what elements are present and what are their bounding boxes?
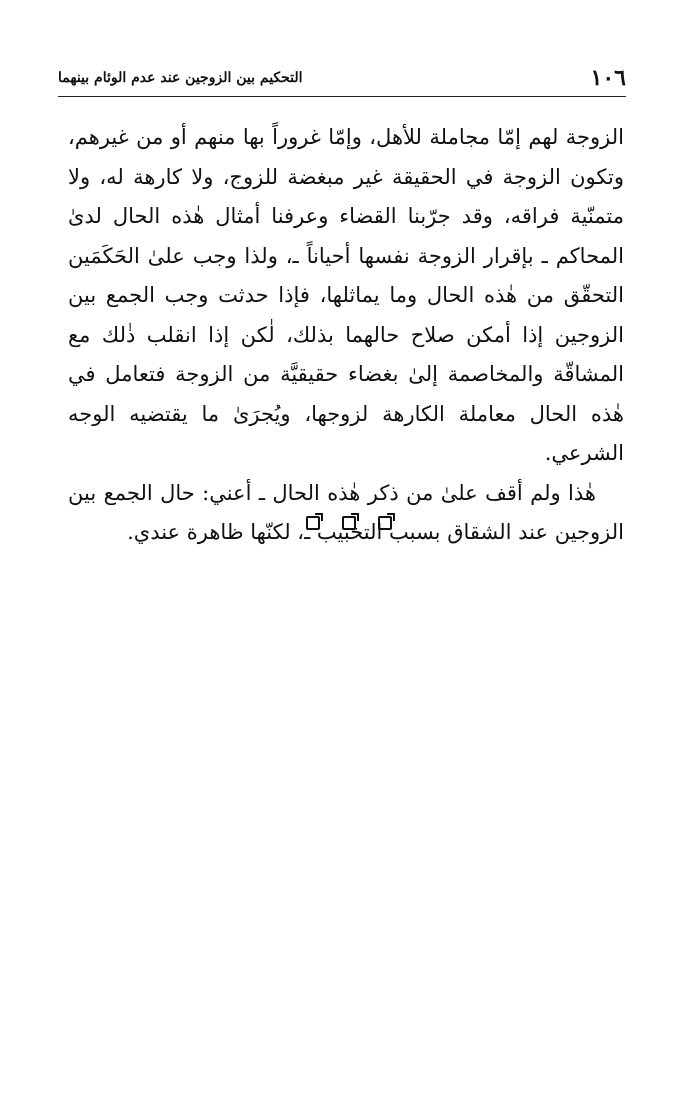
body-text [68,118,624,553]
ornament-square-icon [306,516,320,530]
page-number: ١٠٦ [590,65,626,91]
section-end-ornaments [0,516,698,530]
header-divider [58,96,626,97]
running-title: التحكيم بين الزوجين عند عدم الوئام بينهما [58,70,303,86]
paragraph-2: هٰذا ولم أقف علىٰ من ذكر هٰذه الحال ـ أعني: حال الجمع بين الزوجين عند الشقاق بسبب التخبيب ـ، لكنّها ظاهرة عندي. [68,480,624,544]
paragraph-1: الزوجة لهم إمّا مجاملة للأهل، وإمّا غروراً بها منهم أو من غيرهم، وتكون الزوجة في الحقيقة غير مبغضة للزوج، ولا كارهة له، ولا متمنّية فراقه، وقد جرّبنا القضاء وعرفنا أمثال هٰذه الحال لدىٰ المحاكم ـ بإقرار الزوجة نفسها أحياناً ـ، ولذا وجب علىٰ الحَكَمَين التحقّق من هٰذه الحال وما يماثلها، فإذا حدثت وجب الجمع بين الزوجين إذا أمكن صلاح حالهما بذلك، لٰكن إذا انقلب ذٰلك مع المشاقّة والمخاصمة إلىٰ بغضاء حقيقيَّة من الزوجة فتعامل في هٰذه الحال معاملة الكارهة لزوجها، ويُجرَىٰ ما يقتضيه الوجه الشرعي. [68,125,624,465]
ornament-square-icon [378,516,392,530]
running-header [58,62,626,94]
ornament-square-icon [342,516,356,530]
